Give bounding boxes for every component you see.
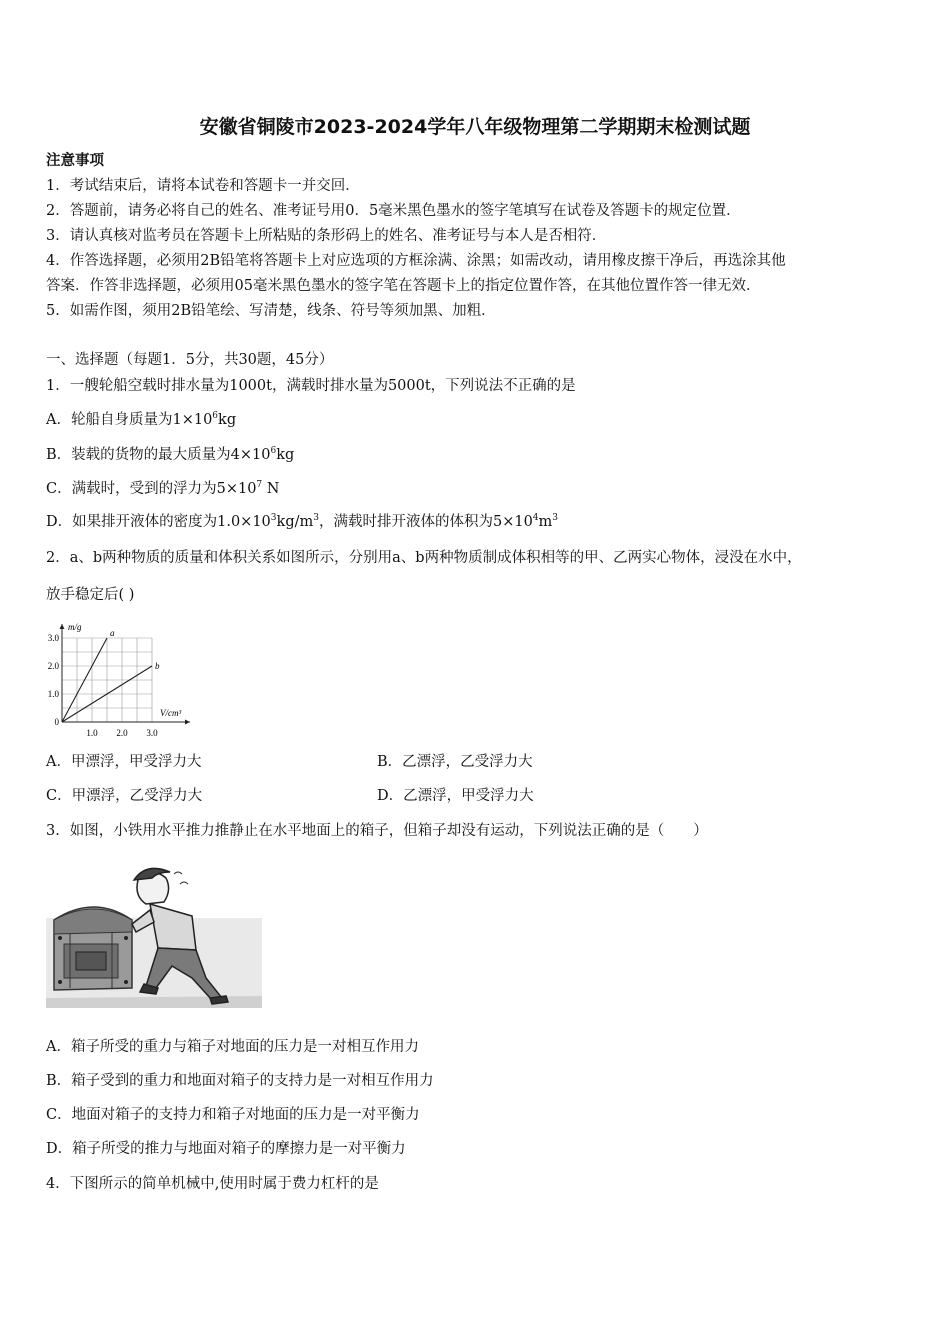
series-label-b: b — [155, 661, 160, 671]
x-axis-label: V/cm³ — [160, 708, 182, 718]
treasure-chest — [54, 907, 132, 990]
q1-stem: 1．一艘轮船空载时排水量为1000t，满载时排水量为5000t，下列说法不正确的是 — [46, 378, 576, 394]
notice-item: 3．请认真核对监考员在答题卡上所粘贴的条形码上的姓名、准考证号与本人是否相符． — [46, 228, 607, 244]
q3-option-a: A．箱子所受的重力与箱子对地面的压力是一对相互作用力 — [46, 1039, 419, 1055]
sweat-marks — [174, 872, 188, 884]
q2-stem: 2．a、b两种物质的质量和体积关系如图所示，分别用a、b两种物质制成体积相等的甲、乙两实心物体，浸没在水中， — [46, 550, 802, 566]
mass-volume-chart — [40, 612, 210, 742]
q3-option-b: B．箱子受到的重力和地面对箱子的支持力是一对相互作用力 — [46, 1073, 434, 1089]
notice-heading: 注意事项 — [46, 152, 104, 169]
notice-item: 1．考试结束后，请将本试卷和答题卡一并交回． — [46, 178, 360, 194]
x-tick-label: 3.0 — [146, 728, 158, 738]
q2-option-c: C．甲漂浮，乙受浮力大 — [46, 788, 203, 804]
y-tick-label: 3.0 — [47, 633, 59, 643]
notice-item: 5．如需作图，须用2B铅笔绘、写清楚，线条、符号等须加黑、加粗． — [46, 303, 496, 319]
y-tick-label: 1.0 — [47, 689, 59, 699]
section-heading: 一、选择题（每题1．5分，共30题，45分） — [46, 352, 334, 368]
notice-item: 答案．作答非选择题，必须用05毫米黑色墨水的签字笔在答题卡上的指定位置作答，在其他位置作答一律无效． — [46, 278, 761, 294]
q3-option-c: C．地面对箱子的支持力和箱子对地面的压力是一对平衡力 — [46, 1107, 420, 1123]
notice-item: 2．答题前，请务必将自己的姓名、准考证号用0．5毫米黑色墨水的签字笔填写在试卷及答题卡的规定位置． — [46, 203, 741, 219]
x-axis-arrow — [185, 720, 190, 725]
q2-option-b: B．乙漂浮，乙受浮力大 — [377, 754, 533, 770]
y-tick-label: 2.0 — [47, 661, 59, 671]
boy-pushing-box-illustration — [46, 858, 262, 1008]
q3-option-d: D．箱子所受的推力与地面对箱子的摩擦力是一对平衡力 — [46, 1141, 406, 1157]
q1-option-a: A．轮船自身质量为$1\times 10^6kg$ — [46, 411, 237, 428]
y-axis-arrow — [60, 624, 65, 629]
q4-stem: 4．下图所示的简单机械中,使用时属于费力杠杆的是 — [46, 1176, 379, 1192]
q2-option-a: A．甲漂浮，甲受浮力大 — [46, 754, 202, 770]
q2-stem-continued: 放手稳定后( ) — [46, 587, 135, 603]
q3-stem: 3．如图，小铁用水平推力推静止在水平地面上的箱子，但箱子却没有运动，下列说法正确的是（ ） — [46, 823, 708, 839]
q1-option-d: D．如果排开液体的密度为$1.0\times 10^3kg/m^3$，满载时排开液体的体积为$5\times 10^4m^3$ — [46, 513, 559, 530]
chart-grid — [62, 638, 152, 722]
y-tick-label: 0 — [54, 717, 59, 727]
q1-option-c: C．满载时，受到的浮力为$5\times 10^7$ N — [46, 480, 280, 497]
notice-item: 4．作答选择题，必须用2B铅笔将答题卡上对应选项的方框涂满、涂黑；如需改动，请用橡皮擦干净后，再选涂其他 — [46, 253, 786, 269]
x-tick-label: 1.0 — [86, 728, 98, 738]
series-label-a: a — [110, 628, 115, 638]
q1-option-b: B．装载的货物的最大质量为$4\times 10^6kg$ — [46, 446, 295, 463]
page-title: 安徽省铜陵市2023-2024学年八年级物理第二学期期末检测试题 — [199, 116, 751, 138]
q2-option-d: D．乙漂浮，甲受浮力大 — [377, 788, 534, 804]
x-tick-label: 2.0 — [116, 728, 128, 738]
y-axis-label: m/g — [68, 622, 82, 632]
